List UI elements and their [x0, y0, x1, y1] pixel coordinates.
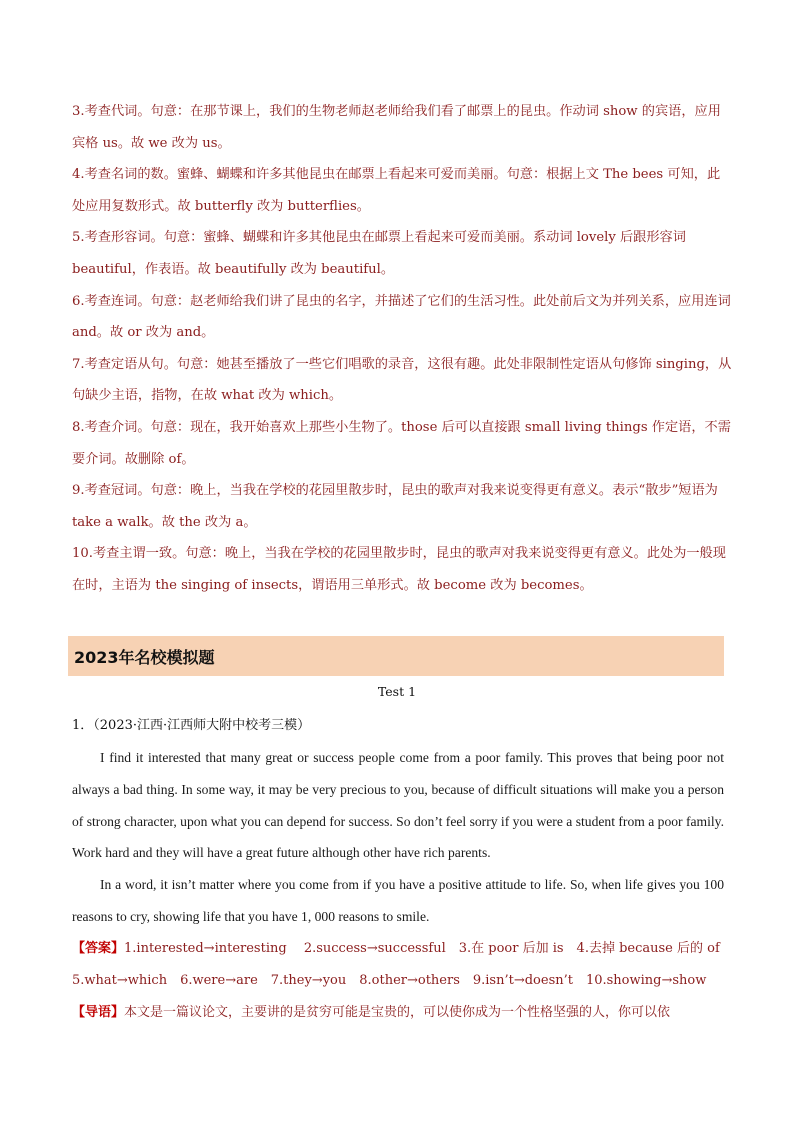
explanation-item: 3.考查代词。句意：在那节课上，我们的生物老师赵老师给我们看了邮票上的昆虫。作动词 show 的宾语，应用宾格 us。故 we 改为 us。 — [72, 104, 721, 151]
passage-paragraph: I find it interested that many great or success people come from a poor family. This proves that being poor not always a bad thing. In some way, it may be very precious to you, because of difficult situations will make you a person of strong character, upon what you can depend for success. So don’t feel sorry if you were a student from a poor family. Work hard and they will have a great future although other have rich parents. — [72, 750, 724, 861]
answer-line — [72, 933, 732, 965]
explanation-item: 9.考查冠词。句意：晚上，当我在学校的花园里散步时，昆虫的歌声对我来说变得更有意义。表示“散步”短语为 take a walk。故 the 改为 a。 — [72, 483, 718, 530]
passage-paragraph: In a word, it isn’t matter where you come from if you have a positive attitude to life. So, when life gives you 100 reasons to cry, showing life that you have 1, 000 reasons to smile. — [72, 877, 724, 924]
answer-tag: 【答案】 — [72, 941, 125, 956]
guide-text: 本文是一篇议论文，主要讲的是贫穷可能是宝贵的，可以使你成为一个性格坚强的人，你可以依 — [124, 1005, 671, 1020]
section-banner — [68, 636, 724, 676]
explanation-item: 7.考查定语从句。句意：她甚至播放了一些它们唱歌的录音，这很有趣。此处非限制性定语从句修饰 singing，从句缺少主语，指物，在故 what 改为 which。 — [72, 356, 732, 404]
explanation-item: 5.考查形容词。句意：蜜蜂、蝴蝶和许多其他昆虫在邮票上看起来可爱而美丽。系动词 lovely 后跟形容词 beautiful，作表语。故 beautifully 改为 beautiful。 — [72, 230, 686, 277]
answer-block — [72, 933, 732, 1029]
answer-line-1: 1.interested→interesting 2.success→successful 3.在 poor 后加 is 4.去掉 because 后的 of — [124, 941, 720, 956]
guide-line — [72, 997, 732, 1029]
explanation-list — [72, 96, 732, 602]
explanation-item: 6.考查连词。句意：赵老师给我们讲了昆虫的名字，并描述了它们的生活习性。此处前后文为并列关系，应用连词and。故 or 改为 and。 — [72, 293, 731, 341]
explanation-item: 10.考查主谓一致。句意：晚上，当我在学校的花园里散步时，昆虫的歌声对我来说变得更有意义。此处为一般现在时，主语为 the singing of insects，谓语用三单形式。故 become 改为 becomes。 — [72, 546, 726, 593]
guide-tag: 【导语】 — [72, 1005, 125, 1020]
passage — [72, 742, 724, 933]
answer-line-2: 5.what→which 6.were→are 7.they→you 8.other→others 9.isn’t→doesn’t 10.showing→show — [72, 973, 707, 988]
section-title: 2023年名校模拟题 — [74, 648, 215, 667]
explanation-item: 8.考查介词。句意：现在，我开始喜欢上那些小生物了。those 后可以直接跟 small living things 作定语，不需要介词。故删除 of。 — [72, 419, 731, 467]
test-label: Test 1 — [377, 684, 417, 699]
explanation-item: 4.考查名词的数。蜜蜂、蝴蝶和许多其他昆虫在邮票上看起来可爱而美丽。句意：根据上文 The bees 可知，此处应用复数形式。故 butterfly 改为 butterflies。 — [72, 167, 721, 214]
question-source: 1．（2023·江西·江西师大附中校考三模） — [72, 718, 311, 733]
